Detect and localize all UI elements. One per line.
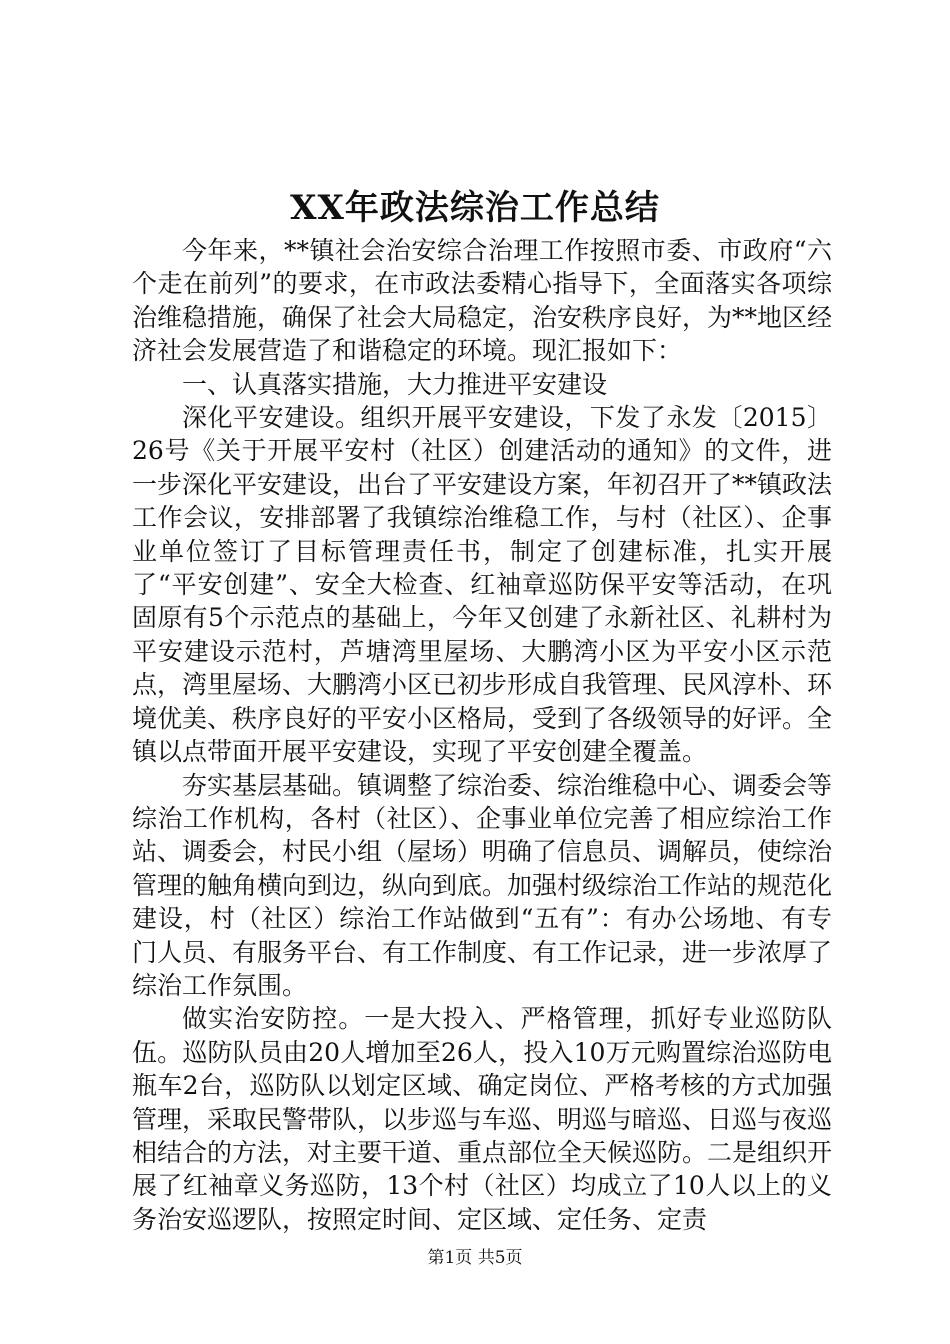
body-paragraph: 深化平安建设。组织开展平安建设，下发了永发〔2015〕26号《关于开展平安村（社区）创建活动的通知》的文件，进一步深化平安建设，出台了平安建设方案，年初召开了**镇政法工作会议，安排部署了我镇综治维稳工作，与村（社区）、企事业单位签订了目标管理责任书，制定了创建标准，扎实开展了“平安创建”、安全大检查、红袖章巡防保平安等活动，在巩固原有5个示范点的基础上，今年又创建了永新社区、礼耕村为平安建设示范村，芦塘湾里屋场、大鹏湾小区为平安小区示范点，湾里屋场、大鹏湾小区已初步形成自我管理、民风淳朴、环境优美、秩序良好的平安小区格局，受到了各级领导的好评。全镇以点带面开展平安建设，实现了平安创建全覆盖。 <box>132 403 833 767</box>
intro-paragraph: 今年来，**镇社会治安综合治理工作按照市委、市政府“六个走在前列”的要求，在市政法委精心指导下，全面落实各项综治维稳措施，确保了社会大局稳定，治安秩序良好，为**地区经济社会发展营造了和谐稳定的环境。现汇报如下： <box>132 236 833 366</box>
document-body <box>132 234 832 1236</box>
body-paragraph: 夯实基层基础。镇调整了综治委、综治维稳中心、调委会等综治工作机构，各村（社区）、企事业单位完善了相应综治工作站、调委会，村民小组（屋场）明确了信息员、调解员，使综治管理的触角横向到边，纵向到底。加强村级综治工作站的规范化建设，村（社区）综治工作站做到“五有”：有办公场地、有专门人员、有服务平台、有工作制度、有工作记录，进一步浓厚了综治工作氛围。 <box>132 770 833 1000</box>
page-footer: 第1页 共5页 <box>427 1248 523 1268</box>
body-paragraph: 做实治安防控。一是大投入、严格管理，抓好专业巡防队伍。巡防队员由20人增加至26人，投入10万元购置综治巡防电瓶车2台，巡防队以划定区域、确定岗位、严格考核的方式加强管理，采取民警带队，以步巡与车巡、明巡与暗巡、日巡与夜巡相结合的方法，对主要干道、重点部位全天候巡防。二是组织开展了红袖章义务巡防，13个村（社区）均成立了10人以上的义务治安巡逻队，按照定时间、定区域、定任务、定责 <box>132 1004 833 1234</box>
section-heading: 一、认真落实措施，大力推进平安建设 <box>182 369 608 399</box>
document-title: XX年政法综治工作总结 <box>290 188 660 228</box>
